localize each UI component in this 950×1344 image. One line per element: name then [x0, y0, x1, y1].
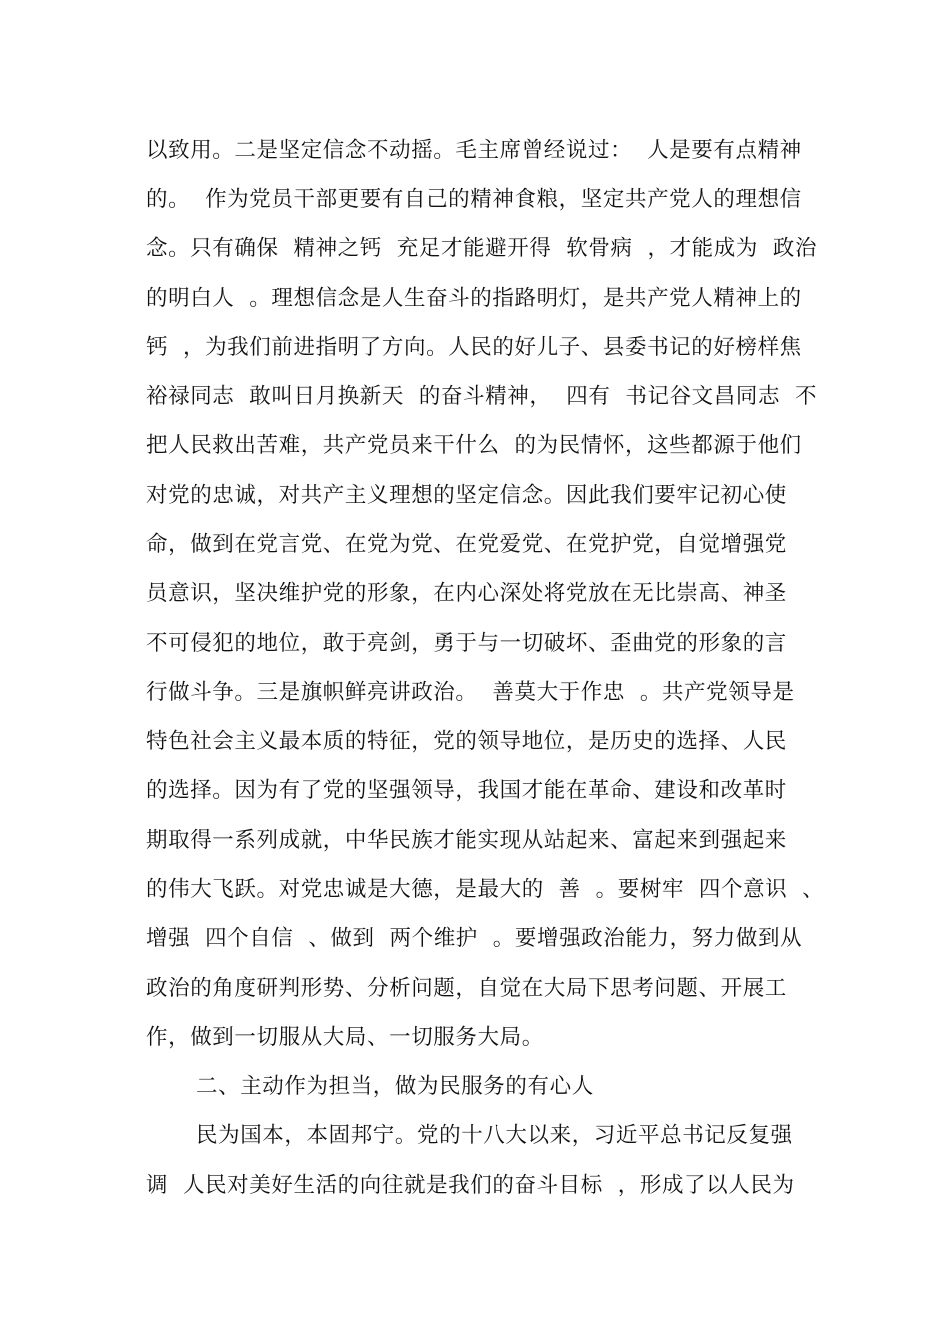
text-line: 对党的忠诚，对共产主义理想的坚定信念。因此我们要牢记初心使	[146, 483, 787, 508]
text-line: 钙 ，为我们前进指明了方向。人民的好儿子、县委书记的好榜样焦	[146, 335, 802, 360]
text-line: 民为国本，本固邦宁。党的十八大以来，习近平总书记反复强	[196, 1123, 793, 1148]
text-line: 的伟大飞跃。对党忠诚是大德，是最大的 善 。要树牢 四个意识 、	[146, 877, 825, 902]
text-line: 不可侵犯的地位，敢于亮剑，勇于与一切破坏、歪曲党的形象的言	[146, 631, 787, 656]
text-line: 特色社会主义最本质的特征，党的领导地位，是历史的选择、人民	[146, 729, 787, 754]
text-line: 政治的角度研判形势、分析问题，自觉在大局下思考问题、开展工	[146, 976, 787, 1001]
text-line: 以致用。二是坚定信念不动摇。毛主席曾经说过： 人是要有点精神	[146, 138, 802, 163]
text-line: 把人民救出苦难，共产党员来干什么 的为民情怀，这些都源于他们	[146, 433, 802, 458]
text-line: 调 人民对美好生活的向往就是我们的奋斗目标 ，形成了以人民为	[146, 1173, 795, 1198]
text-line: 念。只有确保 精神之钙 充足才能避开得 软骨病 ，才能成为 政治	[146, 236, 818, 261]
text-line: 期取得一系列成就，中华民族才能实现从站起来、富起来到强起来	[146, 828, 787, 853]
text-line: 的明白人 。理想信念是人生奋斗的指路明灯，是共产党人精神上的	[146, 286, 802, 311]
text-line: 的。 作为党员干部更要有自己的精神食粮，坚定共产党人的理想信	[146, 187, 802, 212]
text-line: 行做斗争。三是旗帜鲜亮讲政治。 善莫大于作忠 。共产党领导是	[146, 680, 795, 705]
text-line: 命，做到在党言党、在党为党、在党爱党、在党护党，自觉增强党	[146, 532, 787, 557]
text-line: 员意识，坚决维护党的形象，在内心深处将党放在无比崇高、神圣	[146, 581, 787, 606]
text-line: 作，做到一切服从大局、一切服务大局。	[146, 1025, 544, 1050]
text-line: 增强 四个自信 、做到 两个维护 。要增强政治能力，努力做到从	[146, 926, 803, 951]
text-line: 的选择。因为有了党的坚强领导，我国才能在革命、建设和改革时	[146, 778, 787, 803]
text-line: 裕禄同志 敢叫日月换新天 的奋斗精神， 四有 书记谷文昌同志 不	[146, 384, 818, 409]
section-heading: 二、主动作为担当，做为民服务的有心人	[196, 1074, 594, 1099]
